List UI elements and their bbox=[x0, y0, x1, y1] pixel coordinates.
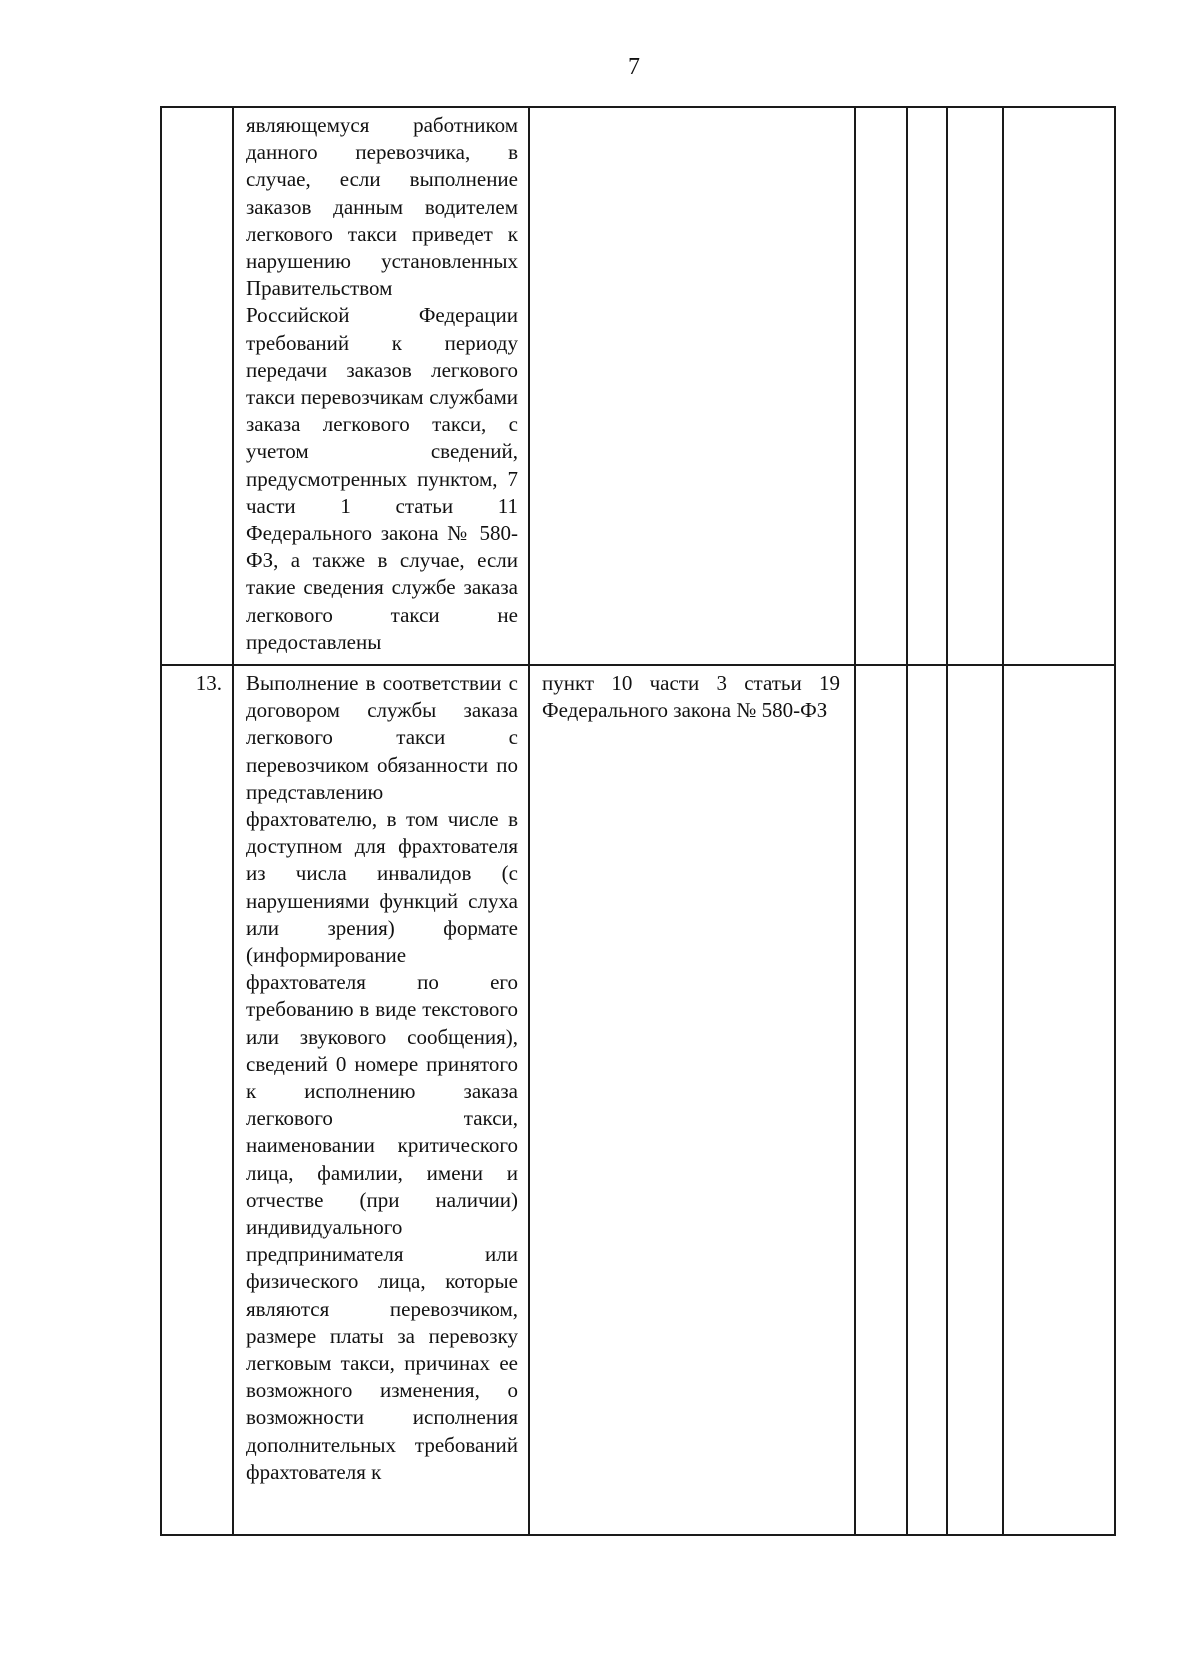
empty-cell bbox=[1003, 107, 1115, 665]
empty-cell bbox=[947, 665, 1003, 1535]
legal-basis-cell bbox=[529, 107, 855, 665]
legal-basis-cell: пункт 10 части 3 статьи 19 Федерального закона № 580-ФЗ bbox=[529, 665, 855, 1535]
row-number-cell: 13. bbox=[161, 665, 233, 1535]
empty-cell bbox=[1003, 665, 1115, 1535]
empty-cell bbox=[907, 665, 947, 1535]
empty-cell bbox=[855, 665, 907, 1535]
requirements-table bbox=[160, 106, 1116, 1536]
requirement-cell: Выполнение в соответствии с договором службы заказа легкового такси с перевозчиком обязанности по представлению фрахтователю, в том числе в доступном для фрахтователя из числа инвалидов (с нарушениями функций слуха или зрения) формате (информирование фрахтователя по его требованию в виде текстового или звукового сообщения), сведений 0 номере принятого к исполнению заказа легкового такси, наименовании критического лица, фамилии, имени и отчестве (при наличии) индивидуального предпринимателя или физического лица, которые являются перевозчиком, размере платы за перевозку легковым такси, причинах ее возможного изменения, о возможности исполнения дополнительных требований фрахтователя к bbox=[233, 665, 529, 1535]
empty-cell bbox=[855, 107, 907, 665]
empty-cell bbox=[947, 107, 1003, 665]
row-number-cell bbox=[161, 107, 233, 665]
page-number: 7 bbox=[628, 54, 640, 80]
table-row bbox=[161, 665, 1115, 1535]
table-row bbox=[161, 107, 1115, 665]
requirement-cell: являющемуся работником данного перевозчика, в случае, если выполнение заказов данным водителем легкового такси приведет к нарушению установленных Правительством Российской Федерации требований к периоду передачи заказов легкового такси перевозчикам службами заказа легкового такси, с учетом сведений, предусмотренных пунктом, 7 части 1 статьи 11 Федерального закона № 580-ФЗ, а также в случае, если такие сведения службе заказа легкового такси не предоставлены bbox=[233, 107, 529, 665]
empty-cell bbox=[907, 107, 947, 665]
